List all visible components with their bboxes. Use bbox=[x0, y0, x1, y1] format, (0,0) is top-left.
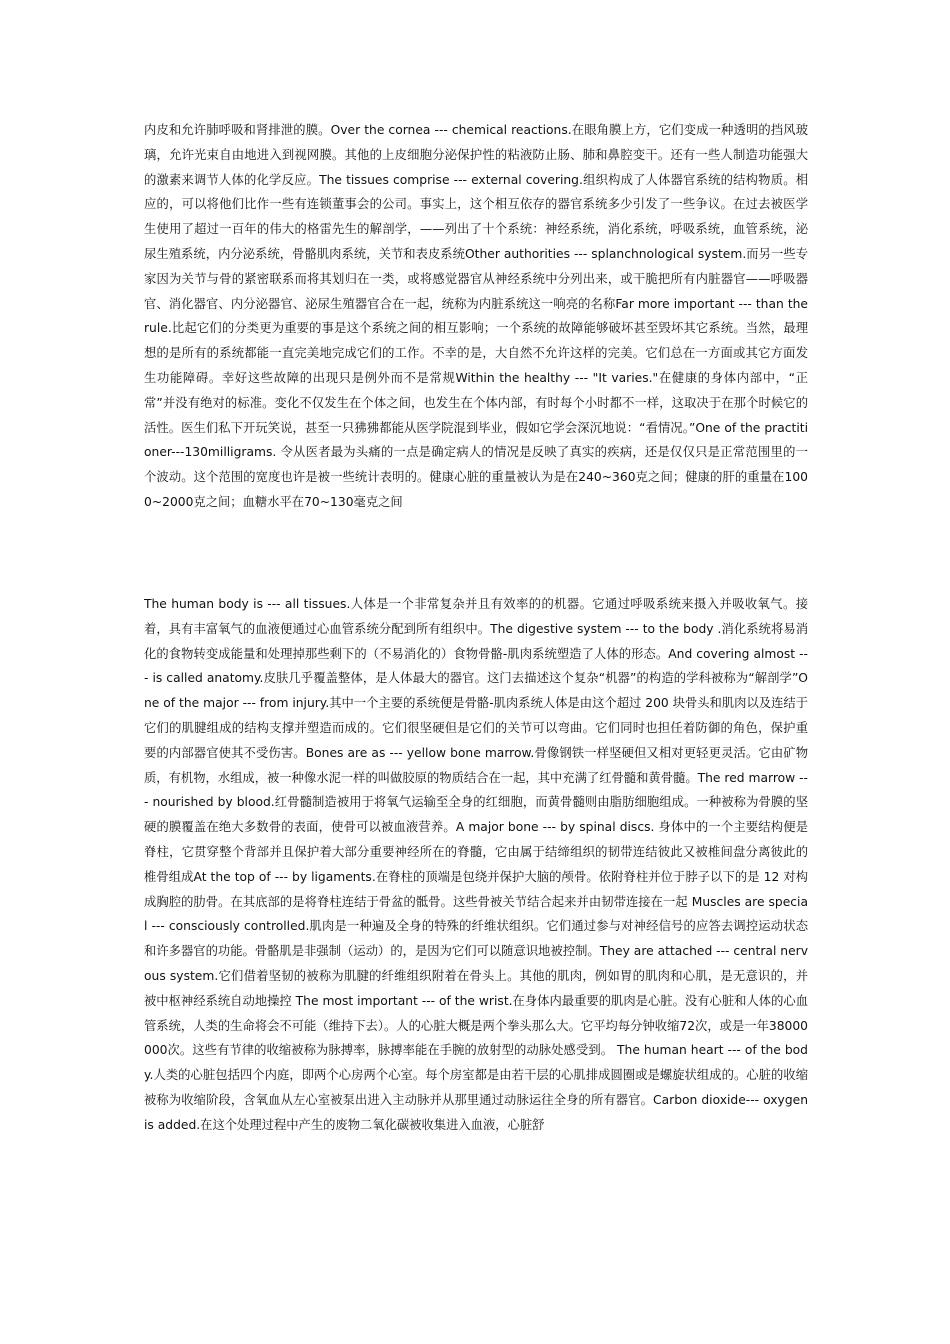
paragraph-organ-systems: 内皮和允许肺呼吸和肾排泄的膜。Over the cornea --- chemical reactions.在眼角膜上方，它们变成一种透明的挡风玻璃，允许光束自由地进入到视网膜。其他的上皮细胞分泌保护性的粘液防止肠、肺和鼻腔变干。还有一些人制造功能强大的激素来调节人体的化学反应。The tissues comprise --- external covering.组织构成了人体器官系统的结构物质。相应的，可以将他们比作一些有连锁董事会的公司。事实上，这个相互依存的器官系统多少引发了一些争议。在过去被医学生使用了超过一百年的伟大的格雷先生的解剖学，——列出了十个系统：神经系统，消化系统，呼吸系统，血管系统，泌尿生殖系统，内分泌系统，骨骼肌肉系统，关节和表皮系统Other authorities --- splanchnological system.而另一些专家因为关节与骨的紧密联系而将其划归在一类，或将感觉器官从神经系统中分列出来，或干脆把所有内脏器官——呼吸器官、消化器官、内分泌器官、泌尿生殖器官合在一起，统称为内脏系统这一响亮的名称Far more important --- than the rule.比起它们的分类更为重要的事是这个系统之间的相互影响；一个系统的故障能够破坏甚至毁坏其它系统。当然，最理想的是所有的系统都能一直完美地完成它们的工作。不幸的是，大自然不允许这样的完美。它们总在一方面或其它方面发生功能障碍。幸好这些故障的出现只是例外而不是常规Within the healthy --- "It varies."在健康的身体内部中，“正常”并没有绝对的标准。变化不仅发生在个体之间，也发生在个体内部，有时每个小时都不一样，这取决于在那个时候它的活性。医生们私下开玩笑说，甚至一只狒狒都能从医学院混到毕业，假如它学会深沉地说：“看情况。”One of the practitioner---130milligrams. 令从医者最为头痛的一点是确定病人的情况是反映了真实的疾病，还是仅仅只是正常范围里的一个波动。这个范围的宽度也许是被一些统计表明的。健康心脏的重量被认为是在240~360克之间；健康的肝的重量在1000~2000克之间；血糖水平在70~130毫克之间 bbox=[144, 123, 808, 509]
paragraph-human-body: The human body is --- all tissues.人体是一个非常复杂并且有效率的的机器。它通过呼吸系统来摄入并吸收氧气。接着，具有丰富氧气的血液便通过心血管系统分配到所有组织中。The digestive system --- to the body .消化系统将易消化的食物转变成能量和处理掉那些剩下的（不易消化的）食物骨骼-肌肉系统塑造了人体的形态。And covering almost --- is called anatomy.皮肤几乎覆盖整体，是人体最大的器官。这门去描述这个复杂“机器”的构造的学科被称为“解剖学”One of the major --- from injury.其中一个主要的系统便是骨骼-肌肉系统人体是由这个超过 200 块骨头和肌肉以及连结于它们的肌腱组成的结构支撑并塑造而成的。它们很坚硬但是它们的关节可以弯曲。它们同时也担任着防御的角色，保护重要的内部器官使其不受伤害。Bones are as --- yellow bone marrow.骨像钢铁一样坚硬但又相对更轻更灵活。它由矿物质，有机物，水组成，被一种像水泥一样的叫做胶原的物质结合在一起，其中充满了红骨髓和黄骨髓。The red marrow --- nourished by blood.红骨髓制造被用于将氧气运输至全身的红细胞，而黄骨髓则由脂肪细胞组成。一种被称为骨膜的坚硬的膜覆盖在绝大多数骨的表面，使骨可以被血液营养。A major bone --- by spinal discs. 身体中的一个主要结构便是脊柱，它贯穿整个背部并且保护着大部分重要神经所在的脊髓，它由属于结缔组织的韧带连结彼此又被椎间盘分离彼此的椎骨组成At the top of --- by ligaments.在脊柱的顶端是包绕并保护大脑的颅骨。依附脊柱并位于脖子以下的是 12 对构成胸腔的肋骨。在其底部的是将脊柱连结于骨盆的骶骨。这些骨被关节结合起来并由韧带连接在一起 Muscles are special --- consciously controlled.肌肉是一种遍及全身的特殊的纤维状组织。它们通过参与对神经信号的应答去调控运动状态和许多器官的功能。骨骼肌是非强制（运动）的，是因为它们可以随意识地被控制。They are attached --- central nervous system.它们借着坚韧的被称为肌腱的纤维组织附着在骨头上。其他的肌肉，例如胃的肌肉和心肌，是无意识的，并被中枢神经系统自动地操控 The most important --- of the wrist.在身体内最重要的肌肉是心脏。没有心脏和人体的心血管系统，人类的生命将会不可能（维持下去）。人的心脏大概是两个拳头那么大。它平均每分钟收缩72次，或是一年38000000次。这些有节律的收缩被称为脉搏率，脉搏率能在手腕的放射型的动脉处感受到。 The human heart --- of the body.人类的心脏包括四个内庭，即两个心房两个心室。每个房室都是由若干层的心肌排成圆圈或是螺旋状组成的。心脏的收缩被称为收缩阶段，含氧血从左心室被泵出进入主动脉并从那里通过动脉运往全身的所有器官。Carbon dioxide--- oxygen is added.在这个处理过程中产生的废物二氧化碳被收集进入血液，心脏舒 bbox=[144, 597, 808, 1132]
